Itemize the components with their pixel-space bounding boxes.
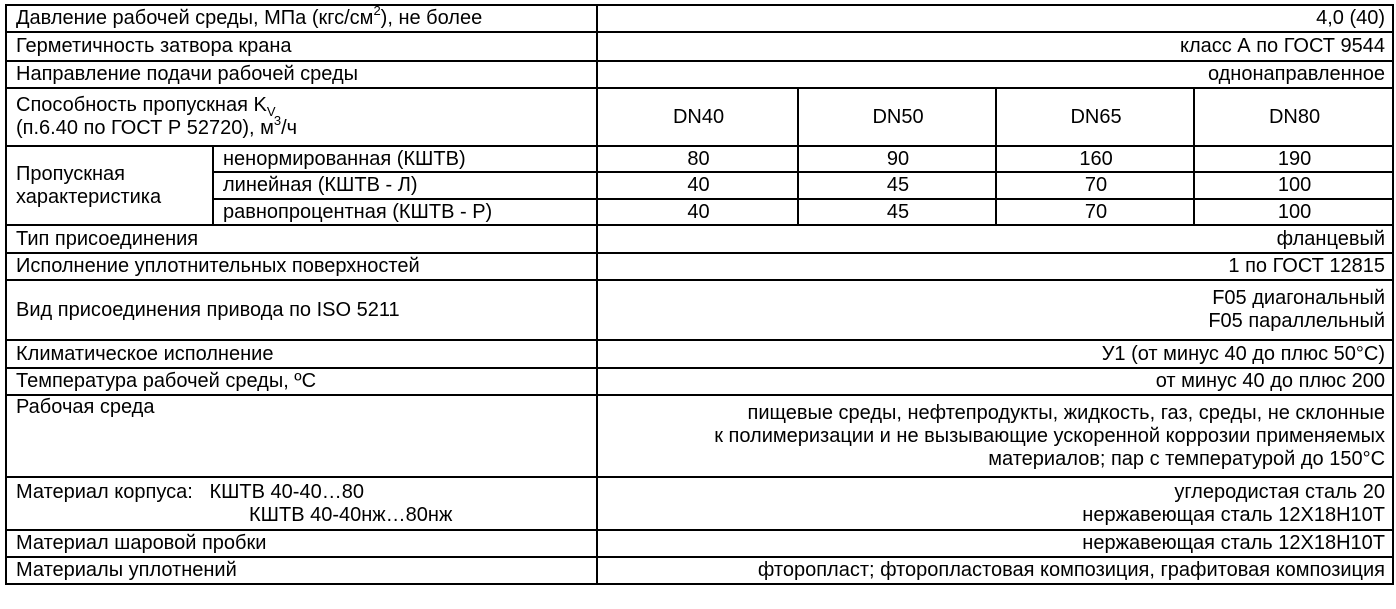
kv-subscript: V	[266, 104, 276, 119]
kv-dn40-header: DN40	[597, 88, 798, 146]
medium-label: Рабочая среда	[6, 395, 597, 477]
row-connection	[6, 225, 1393, 253]
specification-table	[5, 4, 1394, 585]
tightness-value: класс А по ГОСТ 9544	[597, 32, 1393, 61]
characteristic-item-label: ненормированная (КШТВ)	[213, 146, 597, 172]
body-material-label: Материал корпуса: КШТВ 40-40…80 КШТВ 40-40нж…80нж	[6, 477, 597, 530]
characteristic-value: 80	[597, 146, 798, 172]
characteristic-value: 45	[798, 199, 996, 225]
characteristic-value: 40	[597, 199, 798, 225]
characteristic-value: 190	[1194, 146, 1393, 172]
characteristic-value: 40	[597, 172, 798, 199]
actuator-value: F05 диагональный F05 параллельный	[597, 280, 1393, 340]
kv-dn50-header: DN50	[798, 88, 996, 146]
row-characteristic-unregulated	[6, 146, 1393, 172]
row-ball-material	[6, 530, 1393, 557]
row-temperature	[6, 368, 1393, 395]
characteristic-value: 160	[996, 146, 1194, 172]
row-sealing-surfaces	[6, 253, 1393, 280]
row-characteristic-linear	[6, 172, 1393, 199]
kv-dn80-header: DN80	[1194, 88, 1393, 146]
climate-value: У1 (от минус 40 до плюс 50°С)	[597, 340, 1393, 368]
characteristic-value: 45	[798, 172, 996, 199]
connection-value: фланцевый	[597, 225, 1393, 253]
row-medium	[6, 395, 1393, 477]
pressure-label: Давление рабочей среды, МПа $(кгс/см^2)$, не более	[6, 5, 597, 32]
sealing-surfaces-label: Исполнение уплотнительных поверхностей	[6, 253, 597, 280]
characteristic-value: 70	[996, 199, 1194, 225]
row-pressure	[6, 5, 1393, 32]
pressure-label-superscript: 2	[373, 5, 381, 19]
row-seal-materials	[6, 557, 1393, 584]
temperature-value: от минус 40 до плюс 200	[597, 368, 1393, 395]
row-actuator	[6, 280, 1393, 340]
characteristic-group-label: Пропускная характеристика	[6, 146, 213, 225]
body-material-value: углеродистая сталь 20 нержавеющая сталь 12Х18Н10Т	[597, 477, 1393, 530]
characteristic-value: 100	[1194, 172, 1393, 199]
direction-value: однонаправленное	[597, 61, 1393, 88]
characteristic-value: 70	[996, 172, 1194, 199]
characteristic-value: 100	[1194, 199, 1393, 225]
characteristic-item-label: линейная (КШТВ - Л)	[213, 172, 597, 199]
row-tightness	[6, 32, 1393, 61]
ball-material-value: нержавеющая сталь 12Х18Н10Т	[597, 530, 1393, 557]
direction-label: Направление подачи рабочей среды	[6, 61, 597, 88]
ball-material-label: Материал шаровой пробки	[6, 530, 597, 557]
medium-value: пищевые среды, нефтепродукты, жидкость, газ, среды, не склонные к полимеризации и не вызывающие ускоренной коррозии применяемых материалов; пар с температурой до 150°С	[597, 395, 1393, 477]
climate-label: Климатическое исполнение	[6, 340, 597, 368]
row-direction	[6, 61, 1393, 88]
pressure-value: 4,0 (40)	[597, 5, 1393, 32]
actuator-label: Вид присоединения привода по ISO 5211	[6, 280, 597, 340]
tightness-label: Герметичность затвора крана	[6, 32, 597, 61]
connection-label: Тип присоединения	[6, 225, 597, 253]
temperature-label: Температура рабочей среды, ºС	[6, 368, 597, 395]
seal-materials-value: фторопласт; фторопластовая композиция, графитовая композиция	[597, 557, 1393, 584]
row-characteristic-equal-percentage	[6, 199, 1393, 225]
sealing-surfaces-value: 1 по ГОСТ 12815	[597, 253, 1393, 280]
kv-label: Способность пропускная $K_V$ (п.6.40 по ГОСТ Р 52720), $м^3/ч$	[6, 88, 597, 146]
characteristic-item-label: равнопроцентная (КШТВ - Р)	[213, 199, 597, 225]
kv-dn65-header: DN65	[996, 88, 1194, 146]
row-climate	[6, 340, 1393, 368]
row-body-material	[6, 477, 1393, 530]
seal-materials-label: Материалы уплотнений	[6, 557, 597, 584]
row-kv	[6, 88, 1393, 146]
characteristic-value: 90	[798, 146, 996, 172]
kv-superscript: 3	[273, 113, 282, 129]
